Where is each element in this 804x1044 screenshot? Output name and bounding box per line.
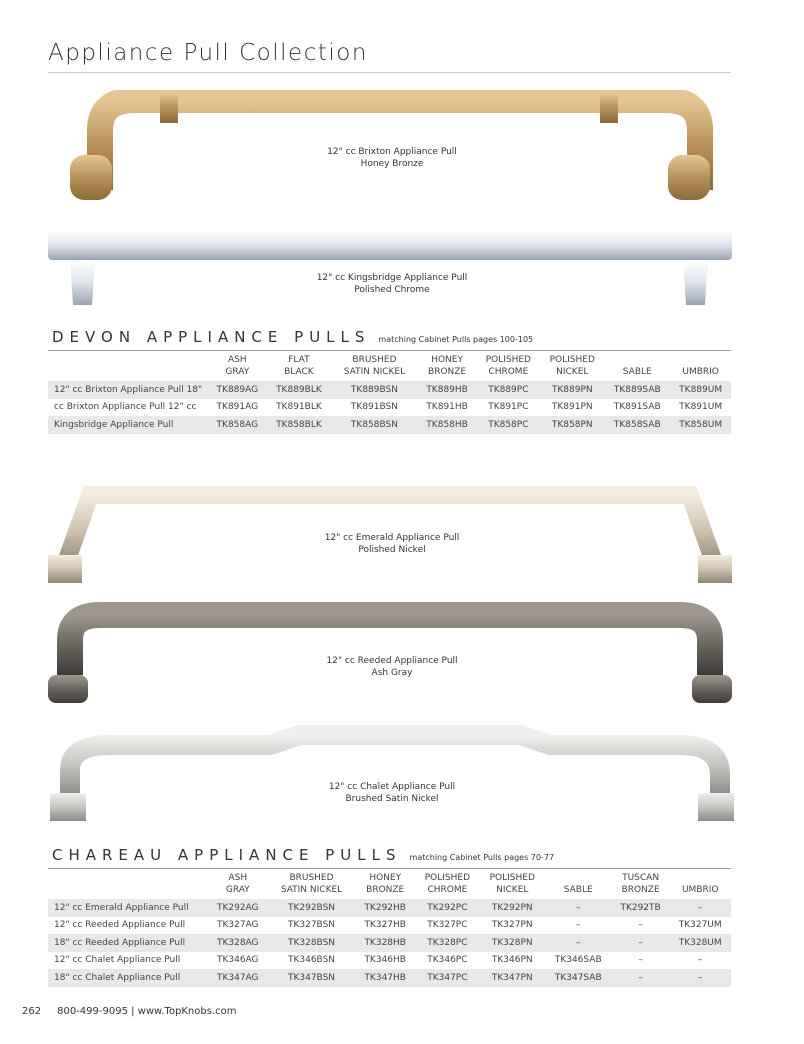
sku-cell: TK328UM: [669, 934, 731, 952]
sku-cell: TK889AG: [208, 381, 267, 399]
sku-cell: TK346SAB: [554, 955, 602, 966]
product-images-lower: [40, 595, 740, 845]
sku-cell: TK292PC: [415, 899, 480, 917]
sku-cell: TK858BSN: [331, 416, 418, 434]
column-header: SABLE: [622, 367, 652, 377]
sku-cell: TK889HB: [418, 381, 477, 399]
sku-cell: –: [638, 955, 643, 966]
column-header: TUSCAN BRONZE: [621, 873, 660, 895]
sku-cell: TK891BLK: [276, 402, 322, 413]
table-row: [48, 917, 731, 935]
table-row: [48, 899, 731, 917]
sku-cell: TK889BSN: [331, 381, 418, 399]
sku-cell: TK327HB: [364, 920, 406, 931]
sku-cell: –: [612, 934, 670, 952]
sku-cell: TK292TB: [612, 899, 670, 917]
page-number: 262: [22, 1006, 42, 1017]
product-caption: 12" cc Chalet Appliance Pull Brushed Satin Nickel: [328, 782, 456, 804]
sku-cell: TK327UM: [678, 920, 722, 931]
sku-cell: TK328AG: [208, 934, 268, 952]
column-header: BRUSHED SATIN NICKEL: [280, 873, 343, 895]
sku-cell: TK328PC: [415, 934, 480, 952]
sku-cell: –: [545, 899, 612, 917]
column-header: POLISHED CHROME: [424, 873, 471, 895]
sku-cell: TK347HB: [355, 969, 415, 987]
sku-cell: –: [669, 969, 731, 987]
table-row: [48, 416, 731, 434]
sku-cell: TK858PN: [540, 416, 604, 434]
product-name: 12" cc Emerald Appliance Pull: [48, 899, 208, 917]
sku-cell: TK327BSN: [287, 920, 336, 931]
sku-cell: TK889PC: [476, 381, 540, 399]
sku-cell: TK328BSN: [268, 934, 356, 952]
sku-cell: TK891PN: [551, 402, 593, 413]
product-caption: 12" cc Reeded Appliance Pull Ash Gray: [326, 656, 458, 678]
sku-cell: TK346BSN: [287, 955, 336, 966]
section-heading-chareau: CHAREAU APPLIANCE PULLS matching Cabinet Pulls pages 70-77: [52, 846, 555, 864]
table-row: [48, 969, 731, 987]
sku-cell: TK891HB: [426, 402, 468, 413]
sku-cell: TK347PN: [480, 969, 545, 987]
sku-cell: TK346PN: [491, 955, 533, 966]
column-header: POLISHED NICKEL: [489, 873, 535, 895]
sku-cell: –: [612, 969, 670, 987]
column-header: UMBRIO: [682, 367, 719, 377]
sku-cell: TK292BSN: [268, 899, 356, 917]
column-header: ASH GRAY: [225, 873, 250, 895]
sku-cell: –: [545, 934, 612, 952]
sku-cell: TK858PC: [476, 416, 540, 434]
column-header: UMBRIO: [681, 885, 719, 895]
sku-cell: TK891SAB: [613, 402, 661, 413]
section-heading-devon: DEVON APPLIANCE PULLS matching Cabinet Pulls pages 100-105: [52, 328, 534, 346]
sku-cell: TK347SAB: [545, 969, 612, 987]
column-header: BRUSHED SATIN NICKEL: [343, 355, 406, 377]
sku-cell: TK889SAB: [604, 381, 670, 399]
sku-cell: TK327PC: [427, 920, 468, 931]
product-name: 12" cc Chalet Appliance Pull: [54, 955, 181, 966]
page-footer: [22, 1006, 252, 1017]
sku-cell: –: [638, 920, 643, 931]
sku-cell: TK346HB: [364, 955, 406, 966]
sku-cell: TK889UM: [670, 381, 731, 399]
sku-cell: TK347PC: [415, 969, 480, 987]
sku-cell: TK889PN: [540, 381, 604, 399]
divider: [48, 868, 731, 869]
page-title: Appliance Pull Collection: [48, 40, 368, 66]
table-row: [48, 399, 731, 417]
product-caption: 12" cc Brixton Appliance Pull Honey Bronze: [327, 147, 457, 169]
sku-cell: –: [669, 899, 731, 917]
table-row: [48, 952, 731, 970]
product-name: 12" cc Brixton Appliance Pull 18": [48, 381, 208, 399]
column-header: POLISHED CHROME: [485, 355, 531, 377]
table-row: [48, 934, 731, 952]
sku-cell: TK346AG: [216, 955, 259, 966]
contact-info: 800-499-9095 | www.TopKnobs.com: [57, 1006, 237, 1017]
sku-cell: TK292AG: [208, 899, 268, 917]
sku-cell: –: [697, 955, 703, 966]
sku-cell: TK327AG: [216, 920, 259, 931]
sku-cell: TK327PN: [491, 920, 533, 931]
product-caption: 12" cc Emerald Appliance Pull Polished Nickel: [324, 533, 460, 555]
sku-cell: TK292PN: [480, 899, 545, 917]
column-header: SABLE: [563, 885, 593, 895]
chareau-sku-table: [48, 872, 731, 987]
sku-cell: TK347AG: [208, 969, 268, 987]
table-header-row: [48, 872, 731, 899]
devon-sku-table: [48, 354, 731, 434]
product-name: 18" cc Chalet Appliance Pull: [48, 969, 208, 987]
sku-cell: –: [575, 920, 581, 931]
sku-cell: TK891PC: [488, 402, 529, 413]
column-header: POLISHED NICKEL: [549, 355, 595, 377]
sku-cell: TK858UM: [670, 416, 731, 434]
sku-cell: TK858AG: [208, 416, 267, 434]
divider: [48, 350, 731, 351]
product-name: 18" cc Reeded Appliance Pull: [48, 934, 208, 952]
column-header: ASH GRAY: [225, 355, 250, 377]
sku-cell: TK347BSN: [268, 969, 356, 987]
table-header-row: [48, 354, 731, 381]
sku-cell: TK891AG: [216, 402, 259, 413]
column-header: FLAT BLACK: [284, 355, 314, 377]
sku-cell: TK858HB: [418, 416, 477, 434]
sku-cell: TK292HB: [355, 899, 415, 917]
sku-cell: TK346PC: [427, 955, 468, 966]
chalet-pull-image: [50, 735, 734, 821]
sku-cell: TK889BLK: [267, 381, 331, 399]
sku-cell: TK891UM: [679, 402, 723, 413]
sku-cell: TK858SAB: [604, 416, 670, 434]
product-name: cc Brixton Appliance Pull 12" cc: [54, 402, 197, 413]
product-name: Kingsbridge Appliance Pull: [48, 416, 208, 434]
sku-cell: TK328HB: [355, 934, 415, 952]
table-row: [48, 381, 731, 399]
column-header: HONEY BRONZE: [366, 873, 405, 895]
sku-cell: TK858BLK: [267, 416, 331, 434]
sku-cell: TK328PN: [480, 934, 545, 952]
sku-cell: TK891BSN: [350, 402, 398, 413]
column-header: HONEY BRONZE: [428, 355, 467, 377]
product-name: 12" cc Reeded Appliance Pull: [54, 920, 186, 931]
divider: [48, 72, 731, 73]
product-caption: 12" cc Kingsbridge Appliance Pull Polished Chrome: [316, 273, 468, 295]
